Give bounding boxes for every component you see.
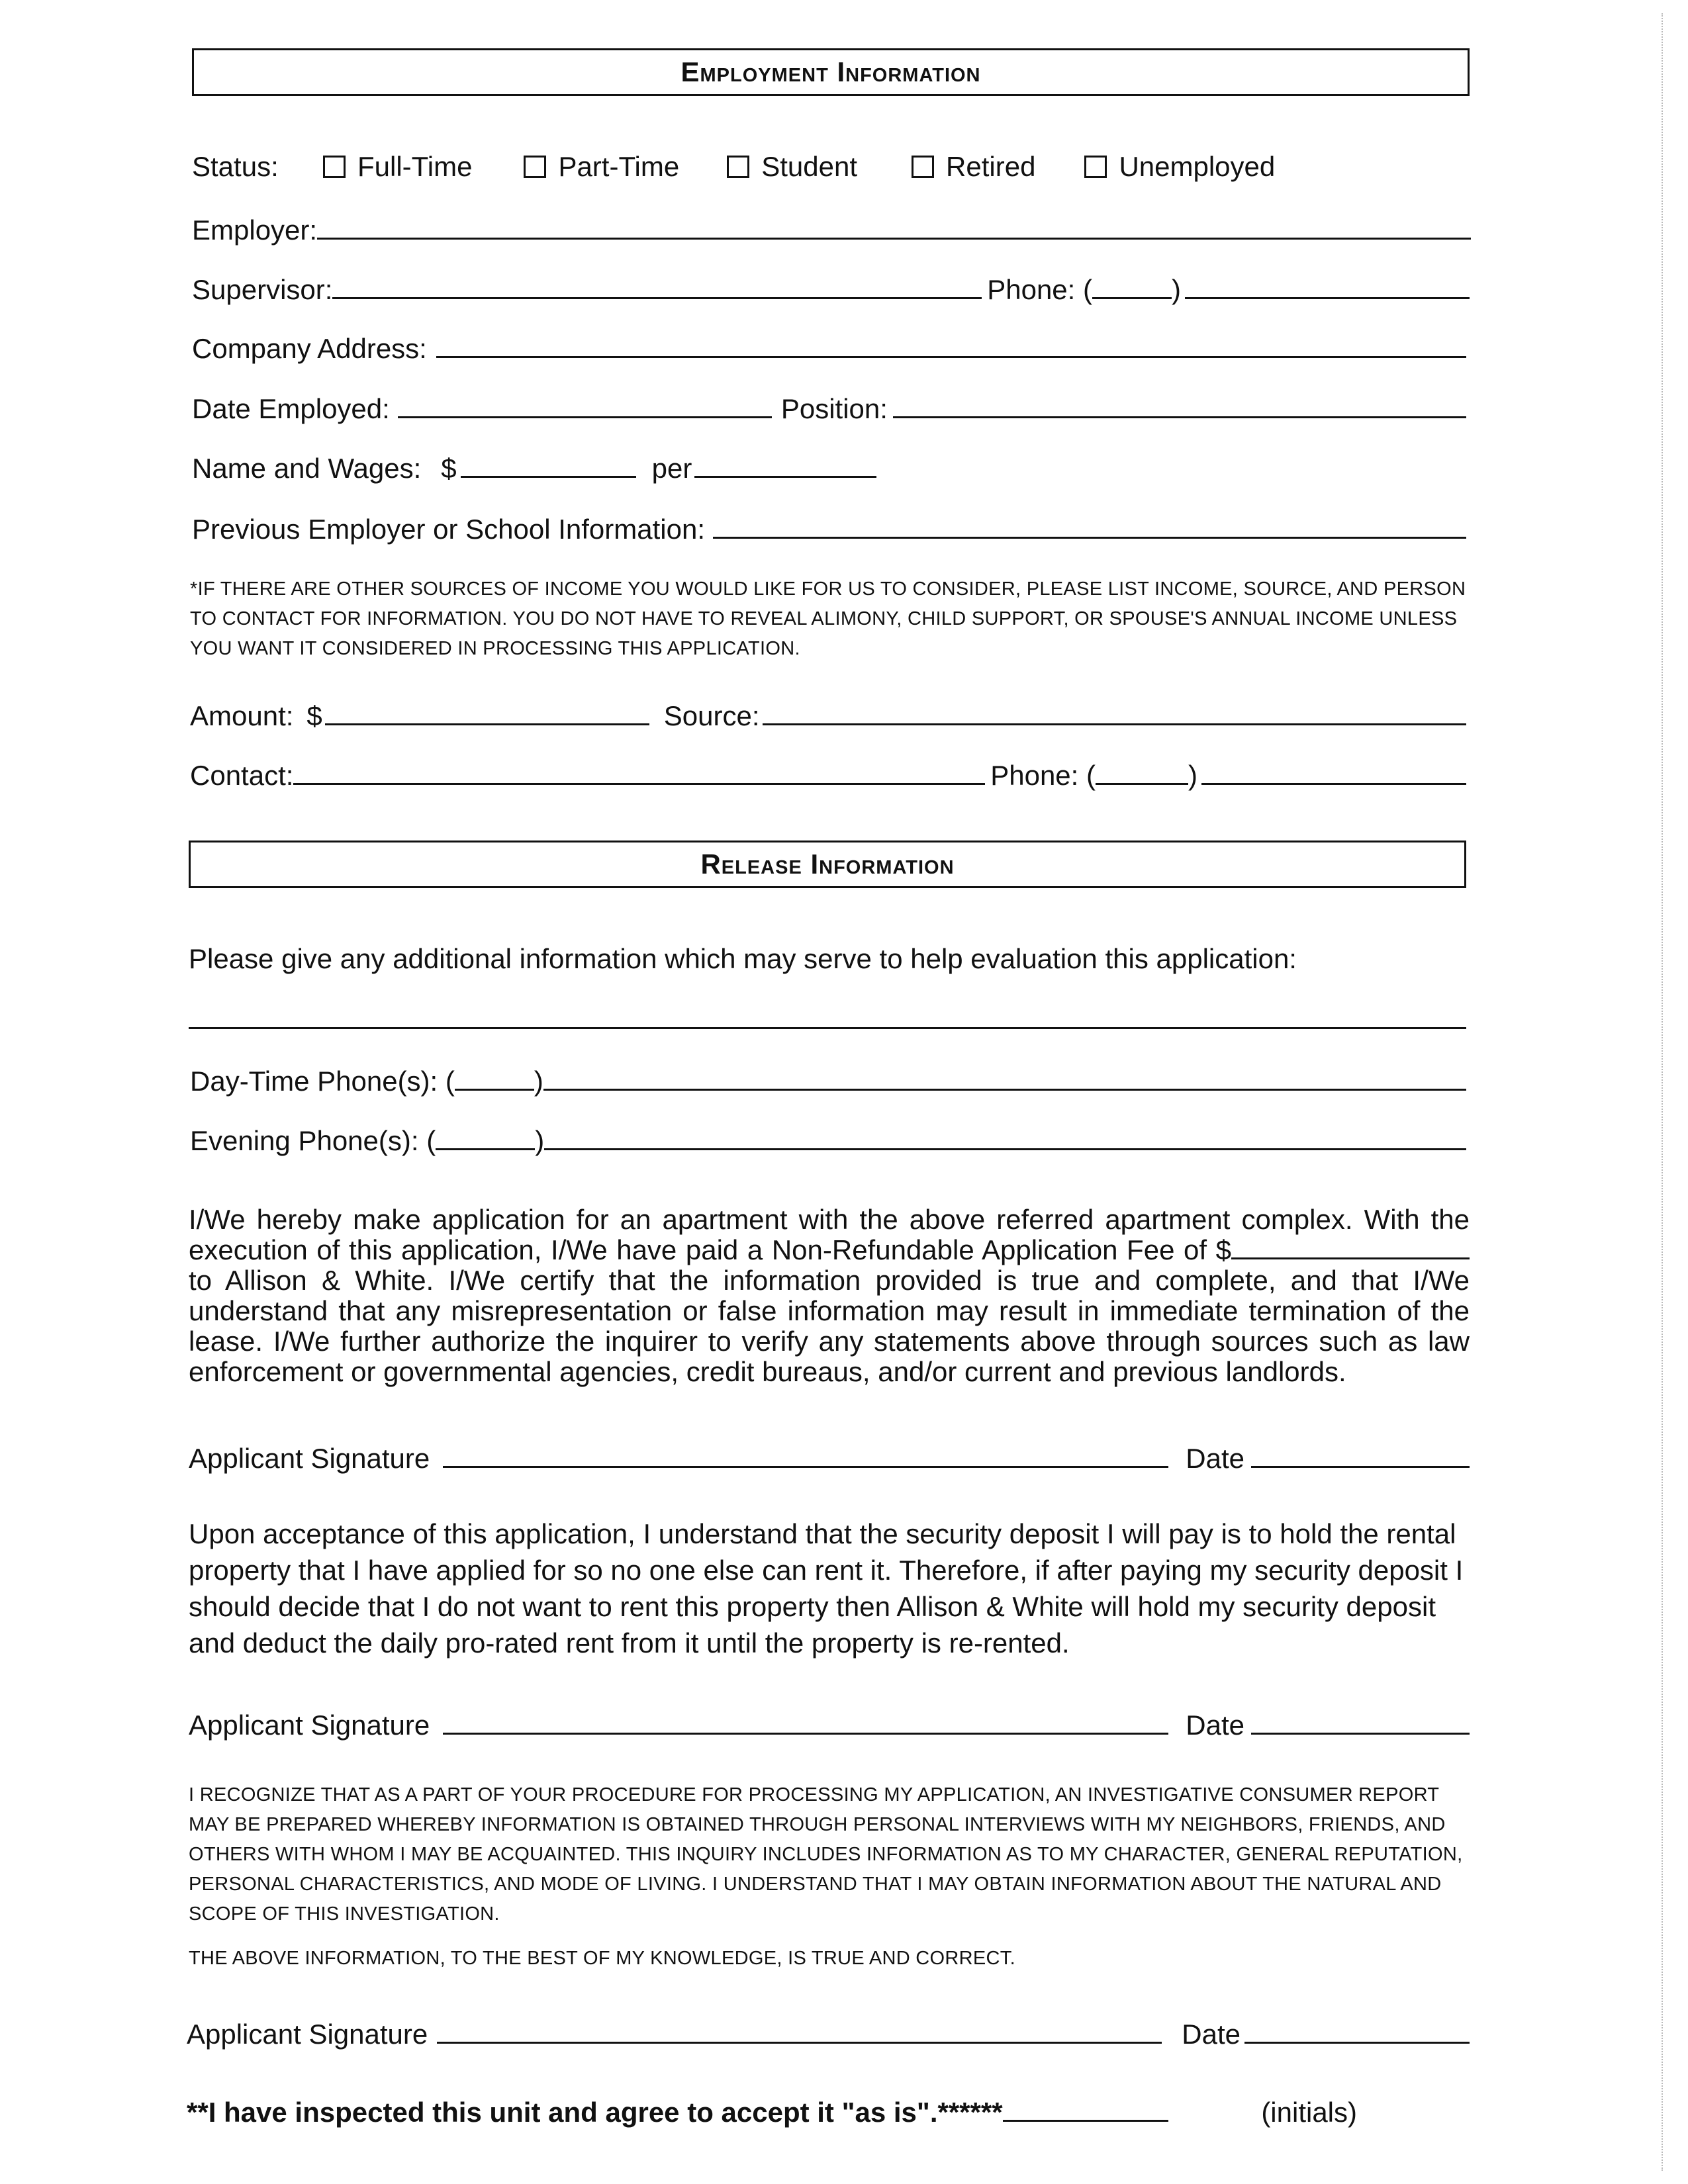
inspected-statement: **I have inspected this unit and agree to accept it "as is".****** bbox=[187, 2097, 1003, 2128]
full-time-option[interactable] bbox=[323, 151, 472, 183]
release-header-box bbox=[189, 841, 1466, 888]
retired-option[interactable] bbox=[912, 151, 1035, 183]
evening-phone-field[interactable] bbox=[544, 1148, 1466, 1150]
application-text-2: to Allison & White. I/We certify that the information provided is true and complete, and that I/We understand that any misrepresentation or false information may result in immediate termination of the lease. I/We further authorize the inquirer to verify any statements above through sources such as law enforcement or governmental agencies, credit bureaus, and/or current and previous landlords. bbox=[189, 1265, 1470, 1387]
daytime-phone-row bbox=[190, 1060, 1466, 1097]
contact-field[interactable] bbox=[293, 783, 985, 785]
signature-label-1: Applicant Signature bbox=[189, 1443, 430, 1474]
inspected-initials-field[interactable] bbox=[1003, 2120, 1169, 2122]
company-address-label: Company Address: bbox=[192, 333, 427, 364]
supervisor-label: Supervisor: bbox=[192, 274, 333, 305]
unemployed-checkbox[interactable] bbox=[1084, 156, 1107, 178]
investigative-report-text: I RECOGNIZE THAT AS A PART OF YOUR PROCEDURE FOR PROCESSING MY APPLICATION, AN INVESTIGATIVE CONSUMER REPORT MAY BE PREPARED WHEREBY INFORMATION IS OBTAINED THROUGH PERSONAL INTERVIEWS WITH MY NEIGHBORS, FRIENDS, AND OTHERS WITH WHOM I MAY BE ACQUAINTED. THIS INQUIRY INCLUDES INFORMATION AS TO MY CHARACTER, GENERAL REPUTATION, PERSONAL CHARACTERISTICS, AND MODE OF LIVING. I UNDERSTAND THAT I MAY OBTAIN INFORMATION ABOUT THE NATURAL AND SCOPE OF THIS INVESTIGATION. bbox=[189, 1784, 1463, 1925]
supervisor-phone-field[interactable] bbox=[1185, 297, 1470, 299]
evening-phone-row bbox=[190, 1120, 1466, 1157]
amount-field[interactable] bbox=[325, 723, 649, 725]
contact-phone-close: ) bbox=[1188, 760, 1197, 791]
contact-row bbox=[190, 754, 1466, 792]
evening-phone-label: Evening Phone(s): ( bbox=[190, 1125, 436, 1156]
status-row bbox=[192, 147, 1470, 187]
company-address-field[interactable] bbox=[436, 356, 1466, 358]
true-correct-text: THE ABOVE INFORMATION, TO THE BEST OF MY KNOWLEDGE, IS TRUE AND CORRECT. bbox=[189, 1948, 1015, 1969]
previous-employer-row bbox=[192, 508, 1466, 545]
position-label: Position: bbox=[780, 393, 888, 424]
retired-checkbox[interactable] bbox=[912, 156, 934, 178]
application-fee-field[interactable] bbox=[1231, 1257, 1470, 1259]
date-field-1[interactable] bbox=[1251, 1466, 1470, 1468]
amount-dollar: $ bbox=[306, 700, 322, 731]
contact-phone-label: Phone: ( bbox=[990, 760, 1096, 791]
amount-label: Amount: bbox=[190, 700, 294, 731]
employer-label: Employer: bbox=[192, 214, 318, 246]
additional-info-field[interactable] bbox=[189, 1027, 1466, 1029]
signature-field-2[interactable] bbox=[443, 1733, 1168, 1735]
student-checkbox[interactable] bbox=[727, 156, 749, 178]
source-field[interactable] bbox=[763, 723, 1466, 725]
signature-label-2: Applicant Signature bbox=[189, 1709, 430, 1741]
source-label: Source: bbox=[663, 700, 760, 731]
contact-phone-field[interactable] bbox=[1201, 783, 1466, 785]
per-label: per bbox=[651, 453, 692, 484]
part-time-option[interactable] bbox=[524, 151, 679, 183]
additional-info-prompt: Please give any additional information which may serve to help evaluation this application: bbox=[189, 943, 1297, 974]
date-employed-field[interactable] bbox=[398, 416, 772, 418]
application-paragraph bbox=[189, 1205, 1470, 1387]
date-field-3[interactable] bbox=[1244, 2042, 1470, 2044]
signature-field-1[interactable] bbox=[443, 1466, 1168, 1468]
company-address-row bbox=[192, 328, 1466, 365]
page-edge-dots bbox=[1662, 13, 1664, 2171]
retired-label: Retired bbox=[946, 151, 1036, 182]
amount-source-row bbox=[190, 695, 1466, 732]
contact-area-code-field[interactable] bbox=[1096, 783, 1188, 785]
daytime-area-code-field[interactable] bbox=[455, 1089, 534, 1091]
supervisor-phone-label: Phone: ( bbox=[987, 274, 1092, 305]
date-label-1: Date bbox=[1186, 1443, 1244, 1474]
date-label-2: Date bbox=[1186, 1709, 1244, 1741]
date-employed-label: Date Employed: bbox=[192, 393, 390, 424]
previous-employer-field[interactable] bbox=[713, 537, 1466, 539]
student-label: Student bbox=[761, 151, 858, 182]
contact-label: Contact: bbox=[190, 760, 294, 791]
status-label: Status: bbox=[192, 151, 279, 182]
evening-area-code-field[interactable] bbox=[436, 1148, 535, 1150]
wages-per-field[interactable] bbox=[694, 476, 876, 478]
part-time-label: Part-Time bbox=[558, 151, 680, 182]
part-time-checkbox[interactable] bbox=[524, 156, 546, 178]
employment-header: Employment Information bbox=[680, 56, 981, 87]
student-option[interactable] bbox=[727, 151, 857, 183]
employment-header-box bbox=[192, 48, 1470, 96]
daytime-phone-field[interactable] bbox=[543, 1089, 1466, 1091]
supervisor-phone-close: ) bbox=[1172, 274, 1181, 305]
supervisor-row bbox=[192, 269, 1470, 306]
position-field[interactable] bbox=[893, 416, 1466, 418]
full-time-checkbox[interactable] bbox=[323, 156, 346, 178]
unemployed-option[interactable] bbox=[1084, 151, 1275, 183]
daytime-phone-label: Day-Time Phone(s): ( bbox=[190, 1066, 455, 1097]
unemployed-label: Unemployed bbox=[1119, 151, 1276, 182]
wages-row bbox=[192, 447, 1470, 484]
employer-row bbox=[192, 209, 1471, 246]
supervisor-field[interactable] bbox=[332, 297, 982, 299]
supervisor-area-code-field[interactable] bbox=[1092, 297, 1172, 299]
employer-field[interactable] bbox=[317, 238, 1471, 240]
wages-amount-field[interactable] bbox=[461, 476, 636, 478]
inspected-row bbox=[187, 2091, 1357, 2128]
signature-field-3[interactable] bbox=[437, 2042, 1162, 2044]
release-header: Release Information bbox=[700, 848, 955, 880]
wages-dollar: $ bbox=[441, 453, 457, 484]
application-text-1: I/We hereby make application for an apartment with the above referred apartment complex. With the execution of this application, I/We have paid a Non-Refundable Application Fee of $ bbox=[189, 1204, 1470, 1265]
date-position-row bbox=[192, 388, 1466, 425]
evening-paren-close: ) bbox=[535, 1125, 545, 1156]
date-field-2[interactable] bbox=[1251, 1733, 1470, 1735]
other-income-note: *IF THERE ARE OTHER SOURCES OF INCOME YOU WOULD LIKE FOR US TO CONSIDER, PLEASE LIST INCOME, SOURCE, AND PERSON TO CONTACT FOR INFORMATION. YOU DO NOT HAVE TO REVEAL ALIMONY, CHILD SUPPORT, OR SPOUSE'S ANNUAL INCOME UNLESS YOU WANT IT CONSIDERED IN PROCESSING THIS APPLICATION. bbox=[190, 578, 1466, 659]
deposit-paragraph: Upon acceptance of this application, I understand that the security deposit I will pay is to hold the rental property that I have applied for so no one else can rent it. Therefore, if after paying my security deposit I should decide that I do not want to rent this property then Allison & White will hold my security deposit and deduct the daily pro-rated rent from it until the property is re-rented. bbox=[189, 1518, 1464, 1659]
full-time-label: Full-Time bbox=[357, 151, 473, 182]
daytime-paren-close: ) bbox=[534, 1066, 543, 1097]
wages-label: Name and Wages: bbox=[192, 453, 422, 484]
signature-row-2 bbox=[189, 1704, 1470, 1741]
initials-label: (initials) bbox=[1261, 2097, 1357, 2128]
date-label-3: Date bbox=[1182, 2019, 1241, 2050]
signature-row-1 bbox=[189, 1437, 1470, 1475]
signature-label-3: Applicant Signature bbox=[187, 2019, 428, 2050]
previous-employer-label: Previous Employer or School Information: bbox=[192, 514, 706, 545]
signature-row-3 bbox=[187, 2013, 1470, 2050]
